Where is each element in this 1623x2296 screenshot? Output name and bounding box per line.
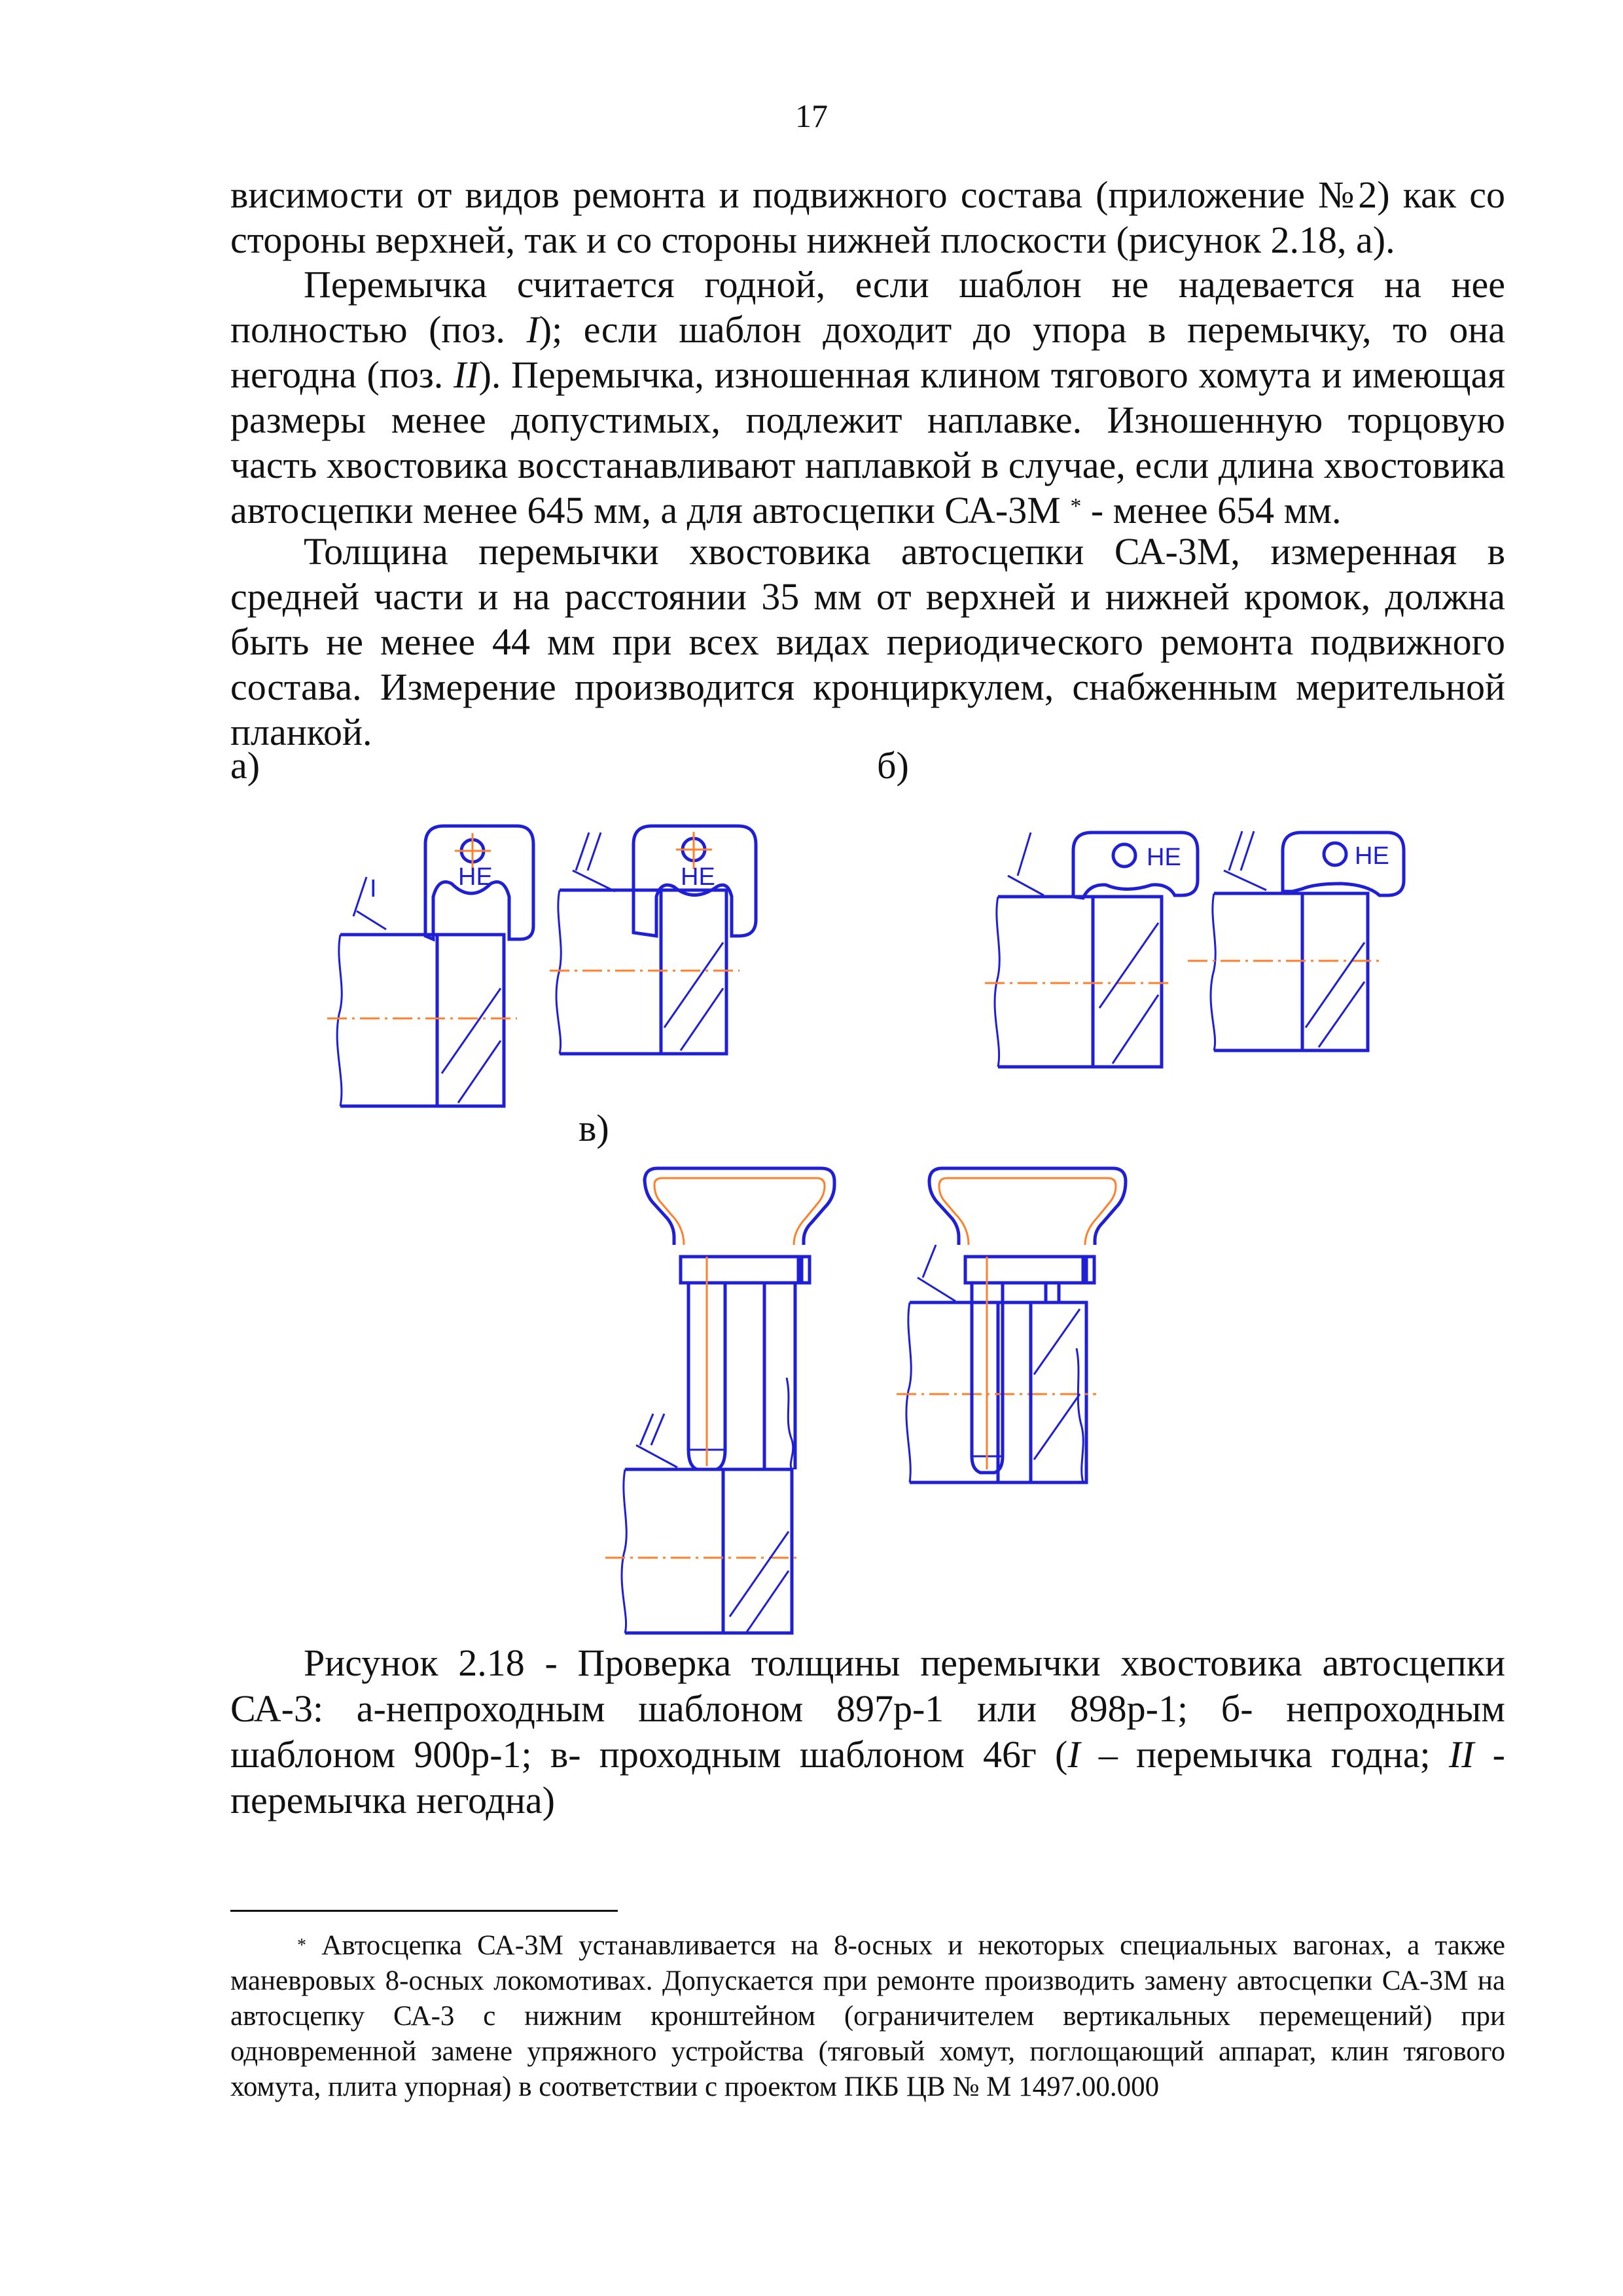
fig-v-position-I — [897, 1168, 1126, 1482]
fig-v2-handle-inner — [654, 1178, 825, 1245]
fig-b1-leader — [1008, 833, 1044, 895]
fig-a-position-I — [327, 826, 533, 1106]
fig-a1-break-line — [337, 935, 342, 1106]
figure-caption: Рисунок 2.18 - Проверка толщины перемычки хвостовика автосцепки СА-3: а-непроходным шаблоном 897р-1 или 898р-1; б- непроходным шаблоном 900р-1; в- проходным шаблоном 46г (I – перемычка годна; II - перемычка негодна) — [230, 1641, 1505, 1821]
page-number: 17 — [795, 98, 828, 134]
fig-a1-hatch — [442, 988, 501, 1073]
paragraph-2: Перемычка считается годной, если шаблон не надевается на нее полностью (поз. I); если шаблон доходит до упора в перемычку, то она негодна (поз. II). Перемычка, изношенная клином тягового хомута и имеющая размеры менее допустимых, подлежит наплавке. Изношенную торцовую часть хвостовика восстанавливают наплавкой в случае, если длина хвостовика автосцепки менее 645 мм, а для автосцепки СА-3М * - менее 654 мм. — [230, 263, 1506, 531]
fig-b-position-I — [985, 833, 1198, 1067]
fig-v2-leader — [636, 1414, 677, 1467]
fig-b2-ne-mark: НЕ — [1355, 842, 1389, 870]
fig-v1-handle-inner — [939, 1178, 1116, 1245]
footnote-ref: * — [1070, 494, 1082, 518]
fig-a2-hatch — [681, 988, 723, 1050]
fig-v1-collar-cap — [1086, 1257, 1094, 1283]
fig-v2-handle — [645, 1168, 834, 1245]
fig-v1-collar — [965, 1257, 1083, 1283]
footnote-mark: * — [297, 1935, 306, 1956]
paragraph-1: висимости от видов ремонта и подвижного состава (приложение №2) как со стороны верхней, так и со стороны нижней плоскости (рисунок 2.18, а). — [230, 173, 1505, 261]
fig-b1-ne-mark: НЕ — [1147, 844, 1181, 871]
fig-b2-template-hole — [1324, 843, 1346, 865]
fig-a1-position-mark: I — [370, 875, 377, 903]
footnote: * Автосцепка СА-3М устанавливается на 8-осных и некоторых специальных вагонах, а также маневровых 8-осных локомотивах. Допускается при ремонте производить замену автосцепки СА-3М на автосцепку СА-3 с нижним кронштейном (ограничителем вертикальных перемещений) при одновременной замене упряжного устройства (тяговый хомут, поглощающий аппарат, клин тягового хомута, плита упорная) в соответствии с проектом ПКБ ЦВ № М 1497.00.000 — [230, 1930, 1505, 2102]
fig-a-position-II — [550, 826, 756, 1054]
figure-label-b: б) — [877, 744, 909, 787]
fig-b1-break-line — [995, 897, 999, 1067]
fig-v1-shank-break — [1077, 1348, 1083, 1482]
fig-v2-collar-cap — [802, 1257, 810, 1283]
fig-a2-leader — [573, 833, 615, 891]
fig-a2-body — [560, 890, 726, 1054]
fig-v2-break-line — [622, 1469, 626, 1633]
fig-a2-break-line — [556, 890, 561, 1054]
figure-label-a: а) — [230, 744, 260, 787]
fig-v-position-II — [605, 1168, 834, 1633]
fig-a1-hatch — [458, 1041, 501, 1103]
fig-a1-ne-mark: НЕ — [458, 863, 493, 891]
fig-a2-ne-mark: НЕ — [681, 863, 715, 891]
fig-v1-leader — [918, 1245, 955, 1301]
fig-b2-leader — [1224, 831, 1266, 890]
fig-b2-hatch — [1319, 982, 1364, 1047]
fig-a2-hatch — [664, 942, 723, 1028]
fig-b1-hatch — [1099, 923, 1158, 1008]
fig-v2-pin-right — [764, 1283, 795, 1469]
paragraph-3: Толщина перемычки хвостовика автосцепки СА-3М, измеренная в средней части и на расстоянии 35 мм от верхней и нижней кромок, должна быть не менее 44 мм при всех видах периодического ремонта подвижного состава. Измерение производится кронциркулем, снабженным мерительной планкой. — [230, 530, 1505, 753]
fig-b-position-II — [1188, 831, 1404, 1050]
footnote-separator — [230, 1910, 618, 1912]
fig-v1-break-line — [906, 1302, 911, 1482]
fig-b2-break-line — [1211, 893, 1215, 1050]
fig-v1-pin-right — [1046, 1283, 1059, 1302]
fig-b1-hatch — [1113, 995, 1158, 1064]
fig-v2-collar — [681, 1257, 798, 1283]
fig-b2-hatch — [1306, 942, 1364, 1028]
fig-v1-hatch — [1034, 1309, 1080, 1374]
fig-v2-shank-break — [787, 1378, 793, 1469]
fig-v1-hatch — [1034, 1394, 1080, 1460]
fig-v2-hatch — [730, 1532, 789, 1617]
fig-b1-template-hole — [1113, 844, 1135, 867]
fig-v2-body — [625, 1469, 792, 1633]
fig-v1-handle — [929, 1168, 1126, 1245]
fig-v2-hatch — [746, 1571, 789, 1633]
fig-b1-body — [998, 897, 1162, 1067]
figure-label-v: в) — [579, 1107, 609, 1149]
